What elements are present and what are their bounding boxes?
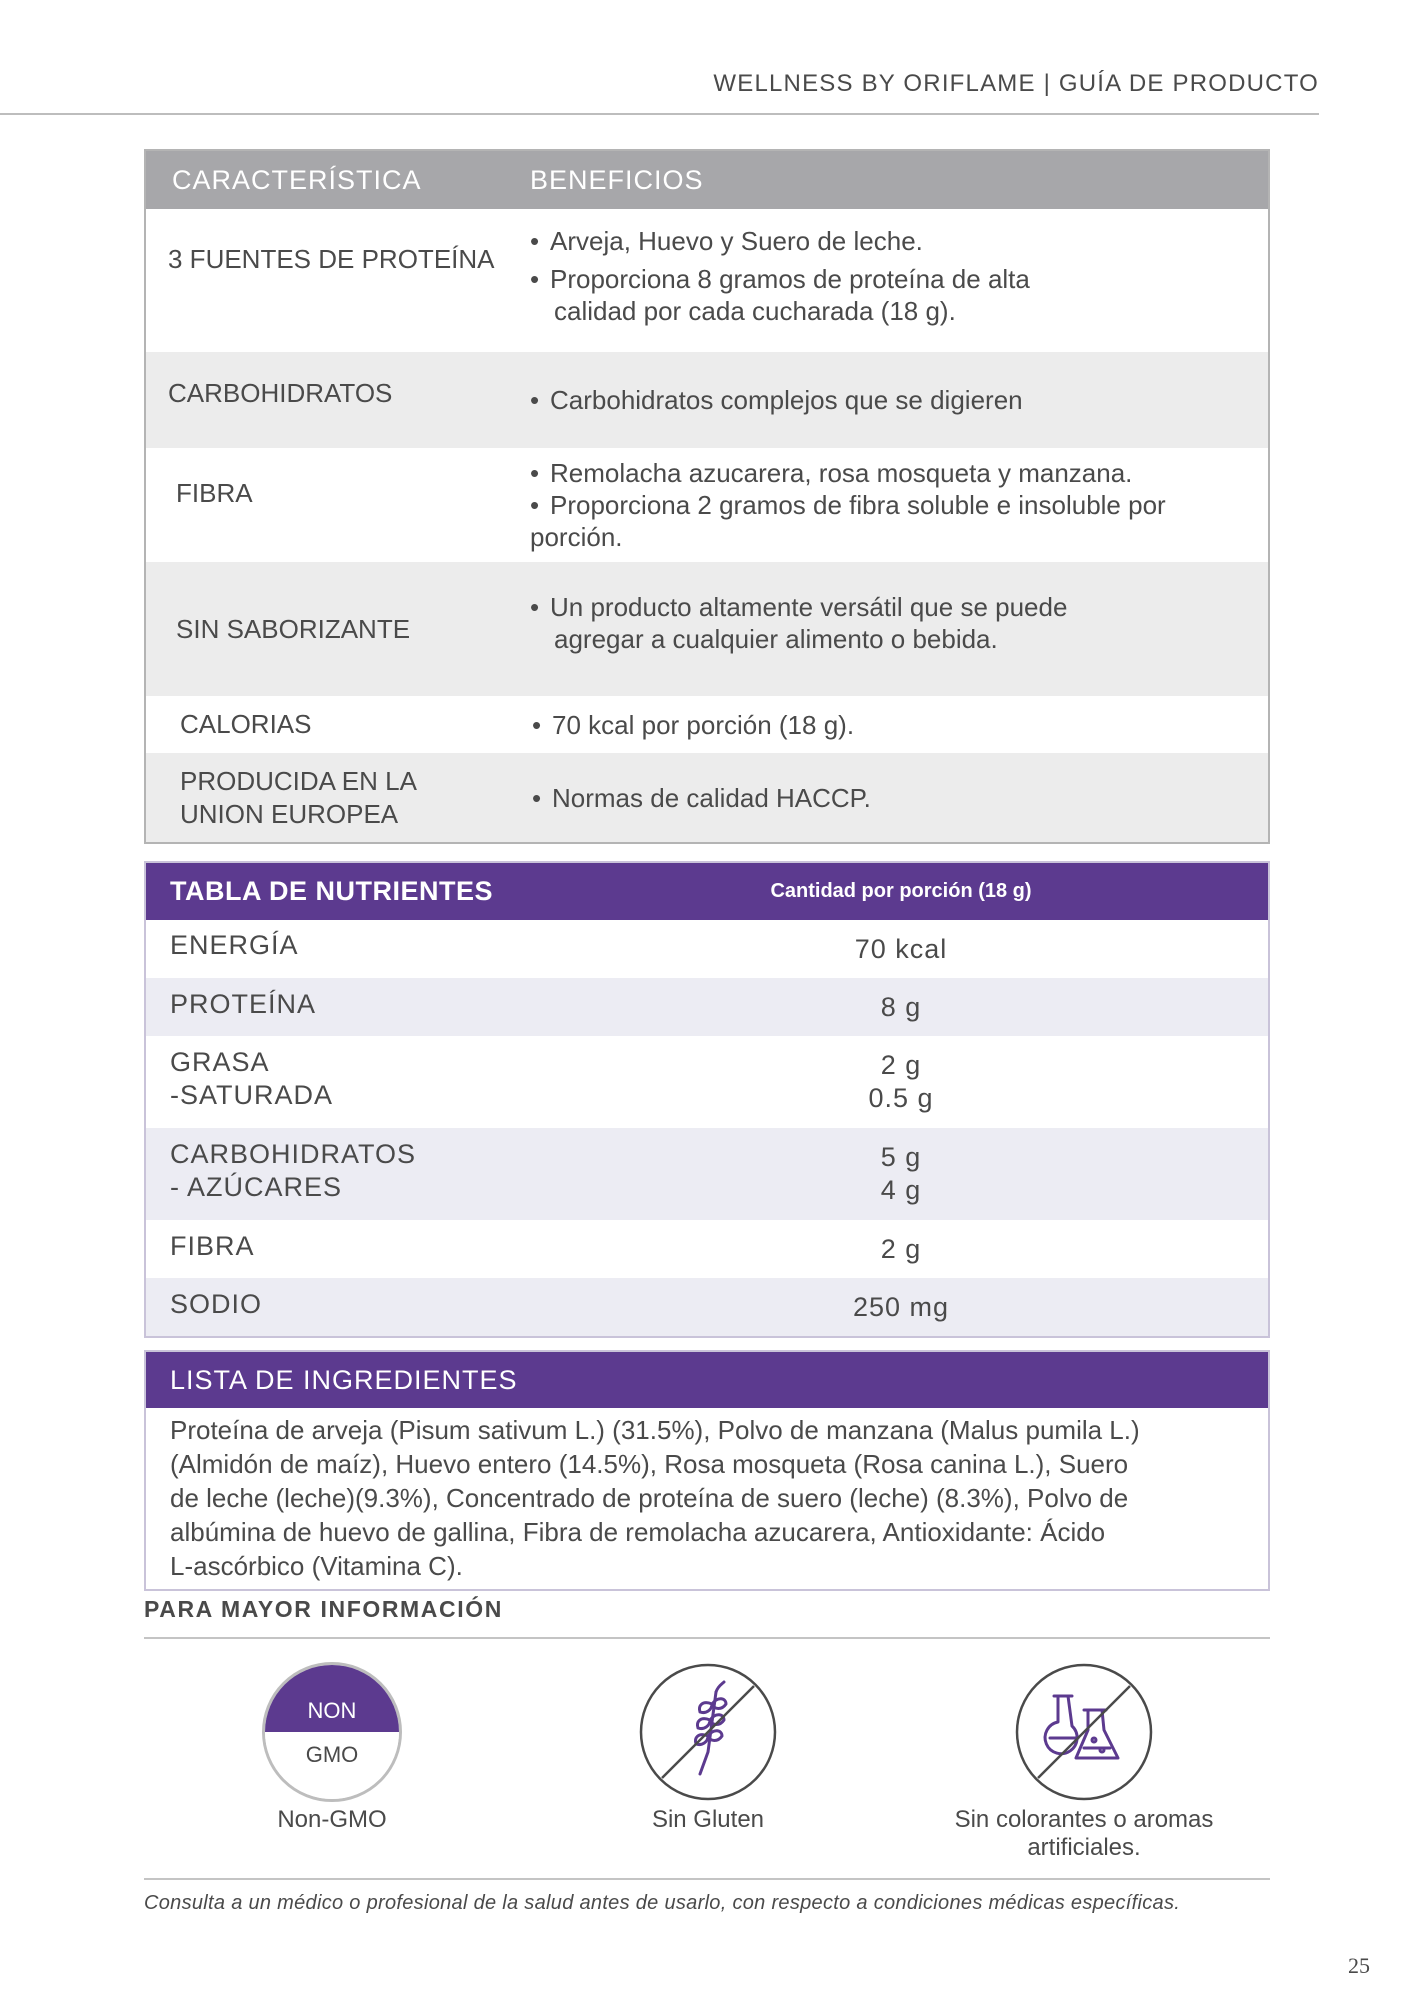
nutrient-row-energy xyxy=(146,920,1268,978)
nutrient-value: 250 mg xyxy=(852,1291,950,1322)
page-number: 25 xyxy=(1348,1953,1370,1978)
nutrient-name: GRASA -SATURADA xyxy=(170,1047,334,1110)
wheat-crossed-icon xyxy=(638,1662,778,1802)
benefit-line-continued: calidad por cada cucharada (18 g). xyxy=(554,295,956,326)
benefit-line: • Remolacha azucarera, rosa mosqueta y manzana. xyxy=(530,458,1133,488)
nutrient-name: FIBRA xyxy=(170,1230,255,1261)
no-colorants-label: Sin colorantes o aromas artificiales. xyxy=(954,1806,1214,1861)
nutrient-name: SODIO xyxy=(170,1288,263,1319)
ingredients-line: (Almidón de maíz), Huevo entero (14.5%), Rosa mosqueta (Rosa canina L.), Suero xyxy=(170,1449,1129,1479)
feature-benefits xyxy=(530,225,1268,327)
nutrient-value: 2 g xyxy=(880,1233,922,1264)
ingredients-line: Proteína de arveja (Pisum sativum L.) (31.5%), Polvo de manzana (Malus pumila L.) xyxy=(170,1415,1140,1445)
nutrient-value: 5 g 4 g xyxy=(880,1142,922,1205)
ingredients-line: L-ascórbico (Vitamina C). xyxy=(170,1551,463,1581)
feature-benefits xyxy=(530,384,1268,416)
features-table xyxy=(144,149,1270,844)
feature-name: PRODUCIDA EN LA UNION EUROPEA xyxy=(180,765,417,829)
more-info-title: PARA MAYOR INFORMACIÓN xyxy=(144,1596,503,1622)
nutrient-name: PROTEÍNA xyxy=(170,988,317,1019)
benefit-line-continued: porción. xyxy=(530,522,623,552)
feature-name: FIBRA xyxy=(176,477,253,508)
benefit-line: • 70 kcal por porción (18 g). xyxy=(532,709,855,740)
feature-benefits xyxy=(530,709,1268,741)
benefit-line: • Normas de calidad HACCP. xyxy=(532,782,871,813)
serving-size-header: Cantidad por porción (18 g) xyxy=(770,880,1032,902)
feature-row-protein xyxy=(146,209,1268,352)
nutrient-row-fiber xyxy=(146,1220,1268,1278)
flask-crossed-icon xyxy=(1014,1662,1154,1802)
ingredients-text xyxy=(146,1408,1268,1589)
nutrient-row-sodium xyxy=(146,1278,1268,1336)
nutrient-name: ENERGÍA xyxy=(170,929,299,960)
nutrient-table-header xyxy=(146,863,1268,920)
header-divider xyxy=(0,113,1319,115)
footer-divider xyxy=(144,1878,1270,1880)
feature-row-unflavored xyxy=(146,562,1268,696)
feature-name: CARBOHIDRATOS xyxy=(168,377,393,408)
ingredients-line: albúmina de huevo de gallina, Fibra de remolacha azucarera, Antioxidante: Ácido xyxy=(170,1517,1106,1547)
nutrient-value: 8 g xyxy=(880,991,922,1022)
column-header-benefits: BENEFICIOS xyxy=(530,164,704,195)
nutrient-row-carbs xyxy=(146,1128,1268,1220)
features-table-header xyxy=(146,151,1268,209)
nutrient-row-fat xyxy=(146,1036,1268,1128)
feature-name: CALORIAS xyxy=(180,709,312,739)
more-info-divider xyxy=(144,1637,1270,1639)
nutrient-value: 2 g 0.5 g xyxy=(868,1050,934,1113)
nutrient-table-title: TABLA DE NUTRIENTES xyxy=(170,876,493,906)
ingredients-title: LISTA DE INGREDIENTES xyxy=(146,1352,1268,1408)
nutrient-name: CARBOHIDRATOS - AZÚCARES xyxy=(170,1139,417,1202)
feature-row-carbs xyxy=(146,352,1268,448)
feature-benefits xyxy=(530,782,1268,814)
ingredients-box xyxy=(144,1350,1270,1591)
feature-name: 3 FUENTES DE PROTEÍNA xyxy=(168,244,495,274)
non-gmo-label: Non-GMO xyxy=(277,1806,387,1833)
feature-benefits xyxy=(530,457,1268,553)
feature-name: SIN SABORIZANTE xyxy=(176,613,411,644)
non-gmo-bottom: GMO xyxy=(265,1732,399,1799)
column-header-feature: CARACTERÍSTICA xyxy=(172,164,422,195)
benefit-line: • Arveja, Huevo y Suero de leche. xyxy=(530,225,923,256)
gluten-free-label: Sin Gluten xyxy=(651,1806,765,1833)
nutrient-row-protein xyxy=(146,978,1268,1036)
medical-disclaimer: Consulta a un médico o profesional de la salud antes de usarlo, con respecto a condiciones médicas específicas. xyxy=(144,1892,1181,1914)
benefit-line-continued: agregar a cualquier alimento o bebida. xyxy=(554,624,998,654)
benefit-line: • Proporciona 2 gramos de fibra soluble e insoluble por xyxy=(530,490,1166,520)
benefit-line: • Carbohidratos complejos que se digieren xyxy=(530,385,1023,415)
feature-row-calories xyxy=(146,696,1268,753)
benefit-line: • Un producto altamente versátil que se puede xyxy=(530,592,1068,622)
non-gmo-top: NON xyxy=(265,1665,399,1732)
nutrient-value: 70 kcal xyxy=(854,933,948,964)
feature-row-fiber xyxy=(146,448,1268,562)
feature-benefits xyxy=(530,591,1268,655)
non-gmo-icon xyxy=(262,1662,402,1802)
ingredients-line: de leche (leche)(9.3%), Concentrado de proteína de suero (leche) (8.3%), Polvo de xyxy=(170,1483,1129,1513)
running-header: WELLNESS BY ORIFLAME | GUÍA DE PRODUCTO xyxy=(713,70,1319,97)
feature-row-eu xyxy=(146,753,1268,842)
nutrient-table xyxy=(144,861,1270,1338)
benefit-line: • Proporciona 8 gramos de proteína de alta xyxy=(530,263,1030,294)
